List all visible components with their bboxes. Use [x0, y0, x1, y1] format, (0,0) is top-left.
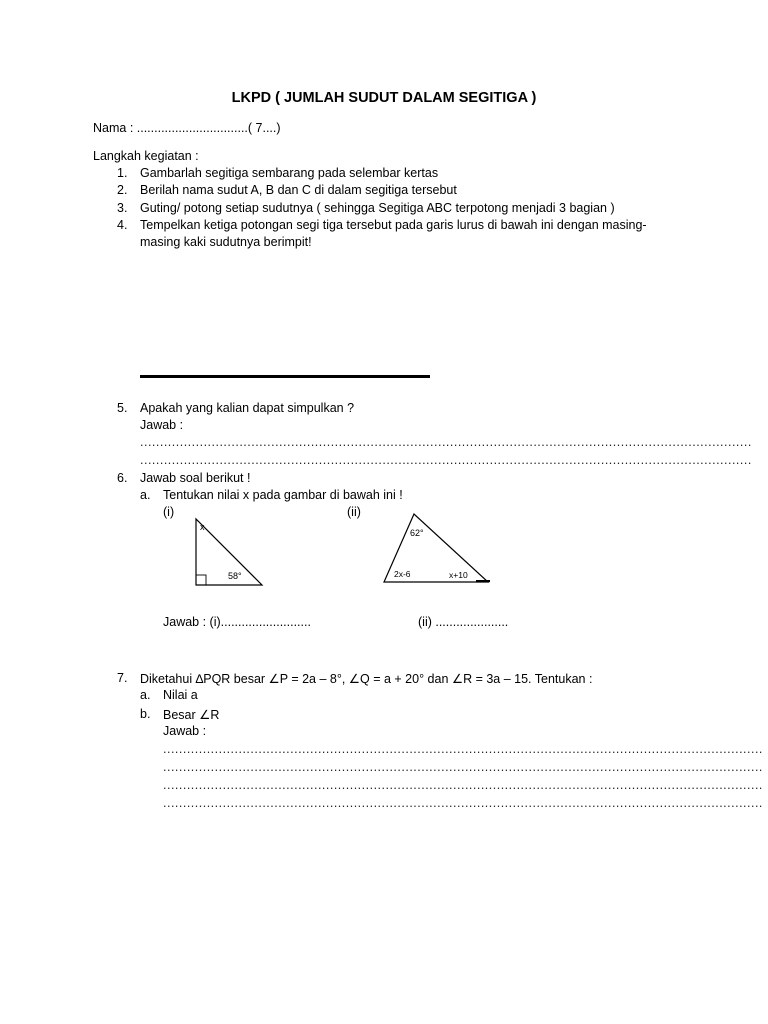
page-title: LKPD ( JUMLAH SUDUT DALAM SEGITIGA ) [231, 90, 537, 106]
question-number: 5. [117, 401, 128, 415]
answer-dots: .......................................................................................................................................................... [140, 435, 752, 449]
answer-label: Jawab : [140, 418, 184, 432]
question-number: 7. [117, 671, 128, 685]
step-number: 2. [117, 183, 128, 197]
step-number: 3. [117, 201, 128, 215]
angle-label-2x-6: 2x-6 [394, 569, 411, 579]
question-number: 6. [117, 471, 128, 485]
answer-dots: ....................................................................................................................................................... [163, 760, 763, 774]
answer-line-ii: (ii) ..................... [418, 615, 509, 629]
question-text: Jawab soal berikut ! [140, 471, 251, 485]
angle-label-62: 62° [410, 528, 424, 538]
step-text: Berilah nama sudut A, B dan C di dalam segitiga tersebut [140, 183, 457, 197]
question-text: Apakah yang kalian dapat simpulkan ? [140, 401, 355, 415]
answer-dots: ....................................................................................................................................................... [163, 796, 763, 810]
sub-label: b. [140, 707, 151, 721]
sub-label: a. [140, 688, 151, 702]
angle-label-x-plus-10: x+10 [449, 570, 468, 580]
oblique-triangle-figure [378, 508, 494, 588]
langkah-heading: Langkah kegiatan : [93, 149, 199, 163]
step-text: Gambarlah segitiga sembarang pada selembar kertas [140, 166, 439, 180]
step-text: Tempelkan ketiga potongan segi tiga tersebut pada garis lurus di bawah ini dengan masing- [140, 218, 647, 232]
step-number: 4. [117, 218, 128, 232]
right-angle-marker [196, 575, 206, 585]
sub-label: a. [140, 488, 151, 502]
step-text: Guting/ potong setiap sudutnya ( sehingga Segitiga ABC terpotong menjadi 3 bagian ) [140, 201, 615, 215]
step-number: 1. [117, 166, 128, 180]
sub-question-text: Besar ∠R [163, 708, 220, 722]
answer-dots: .......................................................................................................................................................... [140, 453, 752, 467]
nama-line: Nama : ................................( 7....) [93, 121, 281, 135]
answer-dots: ....................................................................................................................................................... [163, 778, 763, 792]
figure-label: (ii) [347, 505, 361, 519]
angle-label-x: x [200, 522, 205, 532]
answer-dots: ....................................................................................................................................................... [163, 742, 763, 756]
right-triangle-figure [190, 515, 270, 590]
angle-label-58: 58° [228, 571, 242, 581]
answer-label: Jawab : [163, 724, 207, 738]
sub-question-text: Nilai a [163, 688, 198, 702]
answer-line-i: Jawab : (i).......................... [163, 615, 311, 629]
straight-line-paste-area [140, 375, 430, 378]
question-text: Diketahui ∆PQR besar ∠P = 2a – 8°, ∠Q = a + 20° dan ∠R = 3a – 15. Tentukan : [140, 672, 593, 686]
step-text-continued: masing kaki sudutnya berimpit! [140, 235, 312, 249]
sub-question-text: Tentukan nilai x pada gambar di bawah ini ! [163, 488, 403, 502]
figure-label: (i) [163, 505, 175, 519]
